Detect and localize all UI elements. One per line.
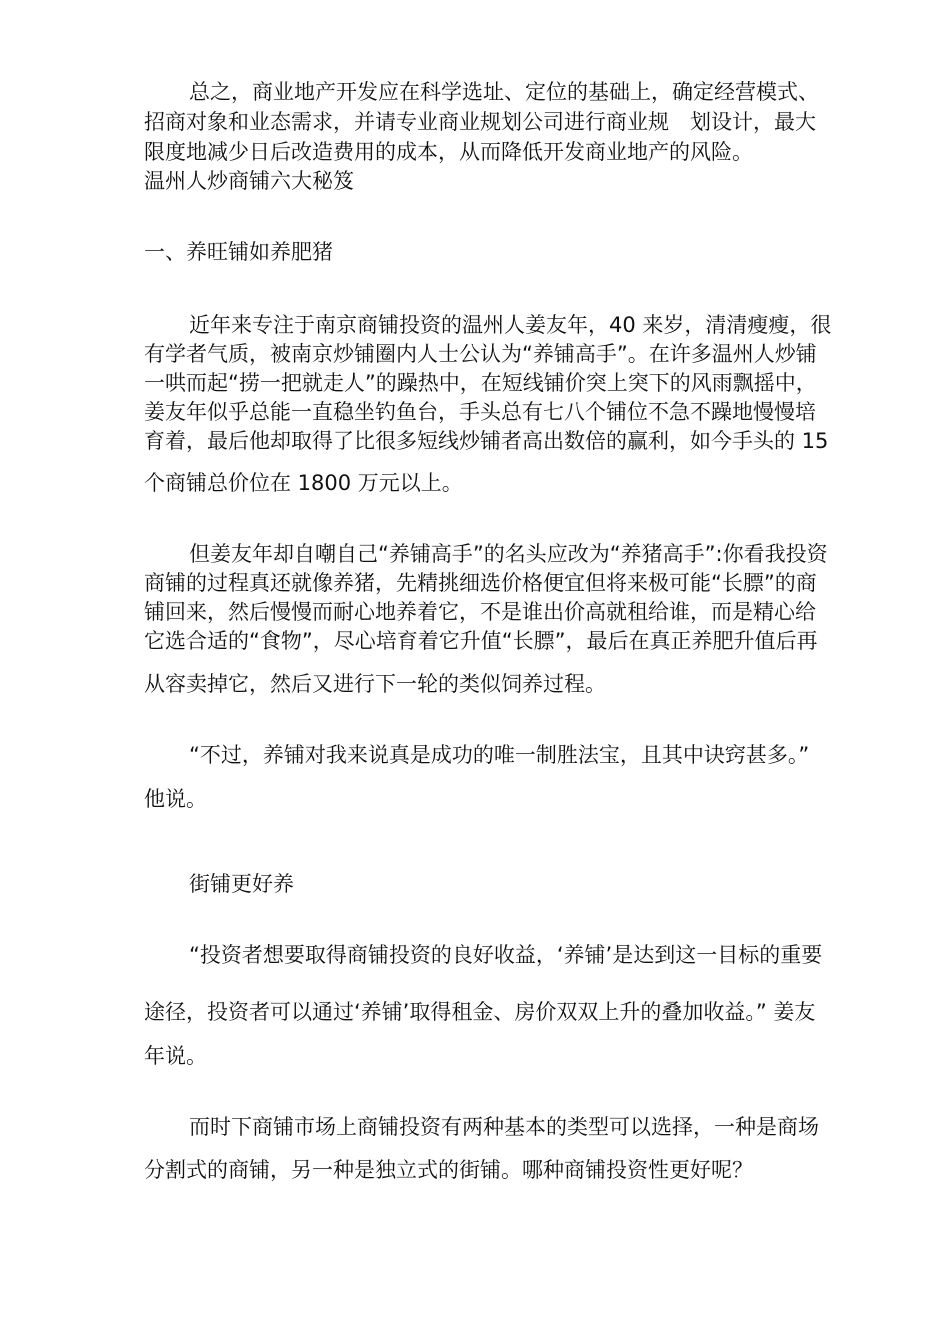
paragraph-line: 铺回来，然后慢慢而耐心地养着它，不是谁出价高就租给谁，而是精心给 bbox=[144, 600, 816, 624]
paragraph-line: 近年来专注于南京商铺投资的温州人姜友年，40 来岁，清清瘦瘦，很 bbox=[189, 313, 832, 337]
paragraph-line: 总之，商业地产开发应在科学选址、定位的基础上，确定经营模式、 bbox=[189, 80, 819, 104]
section-heading: 温州人炒商铺六大秘笈 bbox=[144, 169, 354, 193]
paragraph-line: 姜友年似乎总能一直稳坐钓鱼台，手头总有七八个铺位不急不躁地慢慢培 bbox=[144, 400, 816, 424]
paragraph-line: “投资者想要取得商铺投资的良好收益，‘养铺’是达到这一目标的重要 bbox=[189, 943, 823, 967]
paragraph-line: 有学者气质，被南京炒铺圈内人士公认为“养铺高手”。在许多温州人炒铺 bbox=[144, 342, 817, 366]
paragraph-line: 从容卖掉它，然后又进行下一轮的类似饲养过程。 bbox=[144, 672, 606, 696]
paragraph-line: 育着，最后他却取得了比很多短线炒铺者高出数倍的赢利，如今手头的 15 bbox=[144, 429, 829, 453]
section-heading: 一、养旺铺如养肥猪 bbox=[144, 240, 333, 264]
paragraph-line: 分割式的商铺，另一种是独立式的街铺。哪种商铺投资性更好呢？ bbox=[144, 1158, 753, 1182]
paragraph-line: 限度地减少日后改造费用的成本，从而降低开发商业地产的风险。 bbox=[144, 140, 753, 164]
paragraph-line: 它选合适的“食物”，尽心培育着它升值“长膘”，最后在真正养肥升值后再 bbox=[144, 629, 818, 653]
paragraph-line: 他说。 bbox=[144, 787, 207, 811]
subheading: 街铺更好养 bbox=[189, 872, 294, 896]
paragraph-line: “不过，养铺对我来说真是成功的唯一制胜法宝，且其中诀窍甚多。” bbox=[189, 743, 810, 767]
paragraph-line: 年说。 bbox=[144, 1044, 207, 1068]
paragraph-line: 但姜友年却自嘲自己“养铺高手”的名头应改为“养猪高手”:你看我投资 bbox=[189, 542, 828, 566]
paragraph-line: 商铺的过程真还就像养猪，先精挑细选价格便宜但将来极可能“长膘”的商 bbox=[144, 571, 817, 595]
paragraph-line: 个商铺总价位在 1800 万元以上。 bbox=[144, 471, 463, 495]
paragraph-line: 招商对象和业态需求，并请专业商业规划公司进行商业规 划设计，最大 bbox=[144, 110, 816, 134]
paragraph-line: 而时下商铺市场上商铺投资有两种基本的类型可以选择，一种是商场 bbox=[189, 1115, 819, 1139]
paragraph-line: 途径，投资者可以通过‘养铺’取得租金、房价双双上升的叠加收益。” 姜友 bbox=[144, 1000, 816, 1024]
paragraph-line: 一哄而起“捞一把就走人”的躁热中，在短线铺价突上突下的风雨飘摇中， bbox=[144, 371, 817, 395]
